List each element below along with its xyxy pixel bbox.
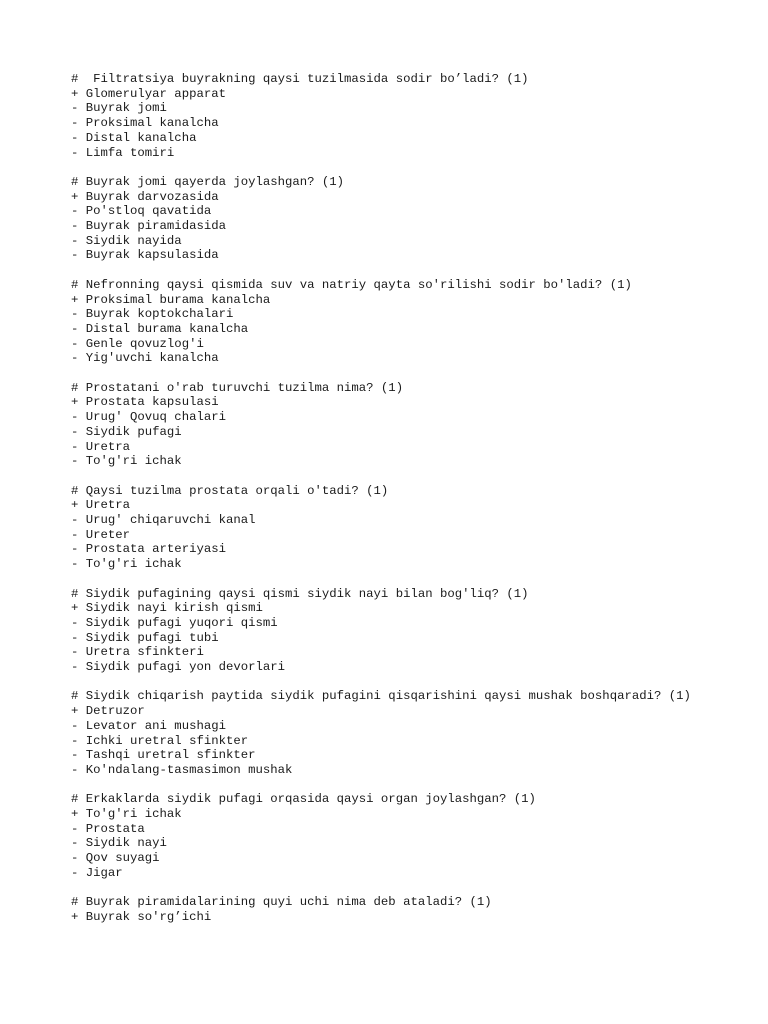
answer-option: - Urug' chiqaruvchi kanal xyxy=(71,513,256,528)
answer-option: - Tashqi uretral sfinkter xyxy=(71,748,256,763)
answer-option: - Urug' Qovuq chalari xyxy=(71,410,226,425)
answer-option: - Siydik pufagi yuqori qismi xyxy=(71,615,278,630)
question-text: # Qaysi tuzilma prostata orqali o'tadi? (1) xyxy=(71,483,389,498)
answer-option: - Siydik pufagi xyxy=(71,424,182,439)
answer-option: - Distal burama kanalcha xyxy=(71,321,249,336)
document-page xyxy=(71,72,711,939)
answer-option: + Buyrak so'rg’ichi xyxy=(71,909,212,924)
answer-option: - Ichki uretral sfinkter xyxy=(71,733,249,748)
answer-option: - Ko'ndalang-tasmasimon mushak xyxy=(71,762,293,777)
answer-option: - Uretra xyxy=(71,439,131,454)
answer-option: - Distal kanalcha xyxy=(71,130,197,145)
answer-option: + Siydik nayi kirish qismi xyxy=(71,601,263,616)
question-text: # Erkaklarda siydik pufagi orqasida qaysi organ joylashgan? (1) xyxy=(71,792,536,807)
answer-option: + Buyrak darvozasida xyxy=(71,189,219,204)
answer-option: - Buyrak piramidasida xyxy=(71,219,226,234)
question-block xyxy=(71,895,711,924)
question-text: # Nefronning qaysi qismida suv va natriy qayta so'rilishi sodir bo'ladi? (1) xyxy=(71,277,632,292)
question-text: # Siydik pufagining qaysi qismi siydik nayi bilan bog'liq? (1) xyxy=(71,586,529,601)
answer-option: - Buyrak jomi xyxy=(71,101,167,116)
question-text: # Buyrak piramidalarining quyi uchi nima deb ataladi? (1) xyxy=(71,895,492,910)
answer-option: - Qov suyagi xyxy=(71,851,160,866)
answer-option: + Prostata kapsulasi xyxy=(71,395,219,410)
answer-option: + Detruzor xyxy=(71,704,145,719)
answer-option: - Siydik pufagi tubi xyxy=(71,630,219,645)
answer-option: - Uretra sfinkteri xyxy=(71,645,204,660)
answer-option: - Siydik nayida xyxy=(71,233,182,248)
answer-option: - To'g'ri ichak xyxy=(71,454,182,469)
answer-option: - Buyrak koptokchalari xyxy=(71,307,234,322)
answer-option: + Proksimal burama kanalcha xyxy=(71,292,271,307)
answer-option: - Prostata arteriyasi xyxy=(71,542,226,557)
answer-option: - Proksimal kanalcha xyxy=(71,116,219,131)
question-text: # Filtratsiya buyrakning qaysi tuzilmasida sodir bo’ladi? (1) xyxy=(71,72,529,86)
question-block xyxy=(71,792,711,880)
question-block xyxy=(71,278,711,366)
question-text: # Siydik chiqarish paytida siydik pufagini qisqarishini qaysi mushak boshqaradi? (1) xyxy=(71,689,691,704)
answer-option: - To'g'ri ichak xyxy=(71,557,182,572)
answer-option: - Siydik pufagi yon devorlari xyxy=(71,660,286,675)
answer-option: - Ureter xyxy=(71,527,131,542)
answer-option: - Genle qovuzlog'i xyxy=(71,336,204,351)
answer-option: - Siydik nayi xyxy=(71,836,167,851)
question-block xyxy=(71,72,711,160)
question-block xyxy=(71,381,711,469)
question-text: # Buyrak jomi qayerda joylashgan? (1) xyxy=(71,174,345,189)
question-text: # Prostatani o'rab turuvchi tuzilma nima? (1) xyxy=(71,380,404,395)
answer-option: - Po'stloq qavatida xyxy=(71,204,212,219)
question-block xyxy=(71,587,711,675)
question-block xyxy=(71,175,711,263)
answer-option: - Limfa tomiri xyxy=(71,145,175,160)
question-block xyxy=(71,484,711,572)
question-block xyxy=(71,689,711,777)
answer-option: - Levator ani mushagi xyxy=(71,718,226,733)
answer-option: + Uretra xyxy=(71,498,131,513)
answer-option: - Buyrak kapsulasida xyxy=(71,248,219,263)
answer-option: + Glomerulyar apparat xyxy=(71,86,226,101)
answer-option: - Prostata xyxy=(71,821,145,836)
answer-option: - Yig'uvchi kanalcha xyxy=(71,351,219,366)
answer-option: + To'g'ri ichak xyxy=(71,807,182,822)
answer-option: - Jigar xyxy=(71,865,123,880)
